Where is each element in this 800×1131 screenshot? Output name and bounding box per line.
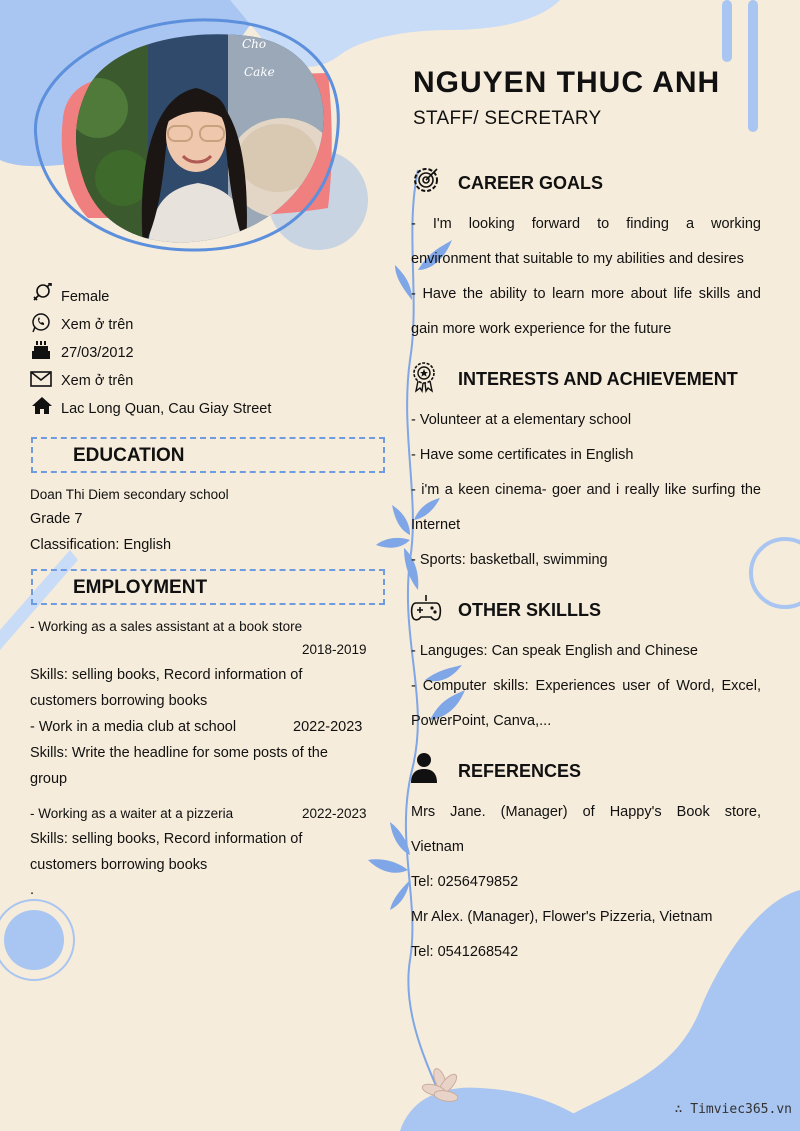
candidate-name: NGUYEN THUC ANH xyxy=(413,66,721,99)
employment-heading: EMPLOYMENT xyxy=(73,577,208,598)
career-goals-line4: gain more work experience for the future xyxy=(411,321,672,337)
references-line2: Vietnam xyxy=(411,839,464,855)
job3-skills-line1: Skills: selling books, Record information of xyxy=(30,831,303,847)
award-ribbon-icon xyxy=(410,361,438,393)
education-grade: Grade 7 xyxy=(30,511,83,527)
ring-right xyxy=(751,539,800,607)
interests-line3: - i'm a keen cinema- goer and i really like surfing the xyxy=(411,482,761,498)
footer-brand[interactable]: ∴ Timviec365.vn xyxy=(674,1102,792,1117)
skills-line3: PowerPoint, Canva,... xyxy=(411,713,552,729)
photo-sign-top: Cho xyxy=(242,37,267,51)
birthday-cake-icon xyxy=(30,339,52,361)
education-heading-box xyxy=(31,437,385,473)
job3-title: - Working as a waiter at a pizzeria xyxy=(30,806,234,821)
pill-right-1 xyxy=(722,0,732,62)
education-classification: Classification: English xyxy=(30,537,172,553)
references-line4: Mr Alex. (Manager), Flower's Pizzeria, Vietnam xyxy=(411,909,713,925)
employment-trailing-dot: . xyxy=(30,882,35,898)
career-goals-line1: - I'm looking forward to finding a working xyxy=(411,216,761,232)
vine-flower xyxy=(421,1067,459,1103)
job1-skills-line1: Skills: selling books, Record information of xyxy=(30,667,303,683)
education-heading: EDUCATION xyxy=(73,445,185,466)
mail-icon xyxy=(30,368,52,390)
photo-sign-bottom: Cake xyxy=(244,65,275,79)
person-icon xyxy=(410,752,438,784)
references-line1: Mrs Jane. (Manager) of Happy's Book store, xyxy=(411,804,761,820)
contact-birthdate: 27/03/2012 xyxy=(61,345,134,361)
job1-years: 2018-2019 xyxy=(302,642,367,657)
education-school: Doan Thi Diem secondary school xyxy=(30,487,229,502)
job1-title: - Working as a sales assistant at a book store xyxy=(30,619,303,634)
references-line5: Tel: 0541268542 xyxy=(411,944,519,960)
skills-line1: - Languges: Can speak English and Chinese xyxy=(411,643,698,659)
gender-icon xyxy=(31,283,53,305)
contact-email: Xem ở trên xyxy=(61,373,134,389)
references-line3: Tel: 0256479852 xyxy=(411,874,519,890)
gear-target-icon xyxy=(410,164,442,196)
job3-skills-line2: customers borrowing books xyxy=(30,857,208,873)
interests-line5: - Sports: basketball, swimming xyxy=(411,552,608,568)
interests-line1: - Volunteer at a elementary school xyxy=(411,412,632,428)
job2-skills-line1: Skills: Write the headline for some posts of the xyxy=(30,745,328,761)
interests-heading: INTERESTS AND ACHIEVEMENT xyxy=(458,369,738,389)
candidate-job-title: STAFF/ SECRETARY xyxy=(413,108,602,129)
career-goals-line2: environment that suitable to my abilities and desires xyxy=(411,251,744,267)
job1-skills-line2: customers borrowing books xyxy=(30,693,208,709)
pill-right-2 xyxy=(748,0,758,132)
job2-title: - Work in a media club at school xyxy=(30,719,237,735)
home-icon xyxy=(31,395,53,417)
references-heading: REFERENCES xyxy=(458,761,582,781)
skills-line2: - Computer skills: Experiences user of Word, Excel, xyxy=(411,678,761,694)
circle-bottom-left xyxy=(4,910,64,970)
career-goals-heading: CAREER GOALS xyxy=(458,173,604,193)
career-goals-line3: - Have the ability to learn more about life skills and xyxy=(411,286,761,302)
gamepad-icon xyxy=(410,593,442,623)
interests-line2: - Have some certificates in English xyxy=(411,447,634,463)
job2-skills-line2: group xyxy=(30,771,68,787)
employment-heading-box xyxy=(31,569,385,605)
contact-address: Lac Long Quan, Cau Giay Street xyxy=(61,401,272,417)
contact-gender: Female xyxy=(61,289,110,305)
skills-heading: OTHER SKILLLS xyxy=(458,600,601,620)
job3-years: 2022-2023 xyxy=(302,806,367,821)
interests-line4: Internet xyxy=(411,517,461,533)
job2-years: 2022-2023 xyxy=(293,719,363,735)
phone-icon xyxy=(30,312,52,334)
profile-photo xyxy=(28,18,348,258)
contact-phone: Xem ở trên xyxy=(61,317,134,333)
